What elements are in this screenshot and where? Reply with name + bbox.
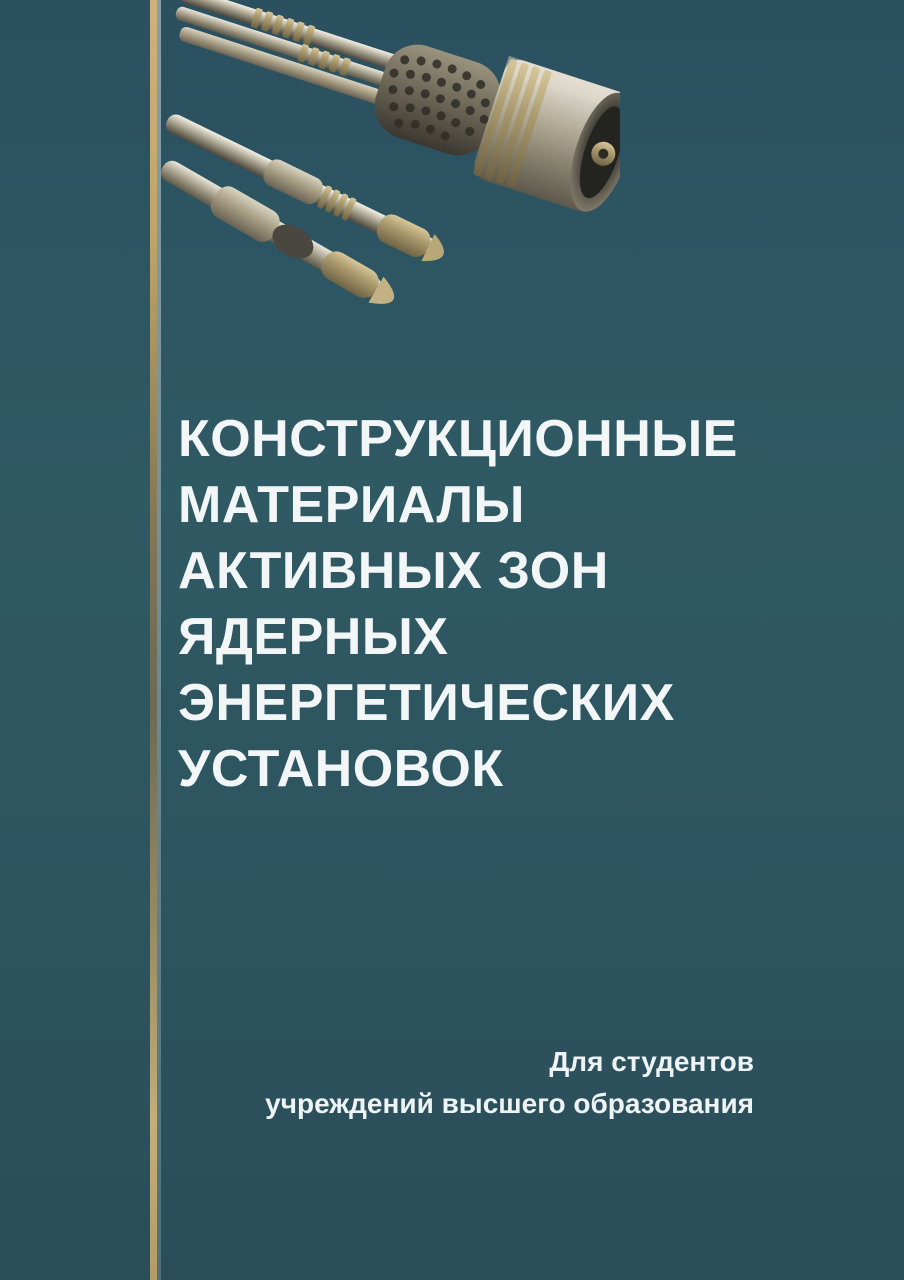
book-title (178, 406, 878, 802)
audience-note (265, 1041, 754, 1125)
audience-line: учреждений высшего образования (265, 1088, 754, 1119)
title-line: АКТИВНЫХ ЗОН (178, 542, 609, 601)
title-line: КОНСТРУКЦИОННЫЕ (178, 410, 738, 468)
title-line: УСТАНОВОК (178, 740, 504, 799)
title-line: МАТЕРИАЛЫ (178, 476, 525, 535)
title-line: ЯДЕРНЫХ (178, 608, 449, 667)
nuclear-fuel-assembly-photo (120, 0, 620, 420)
audience-line: Для студентов (549, 1046, 754, 1077)
title-line: ЭНЕРГЕТИЧЕСКИХ (178, 674, 675, 733)
